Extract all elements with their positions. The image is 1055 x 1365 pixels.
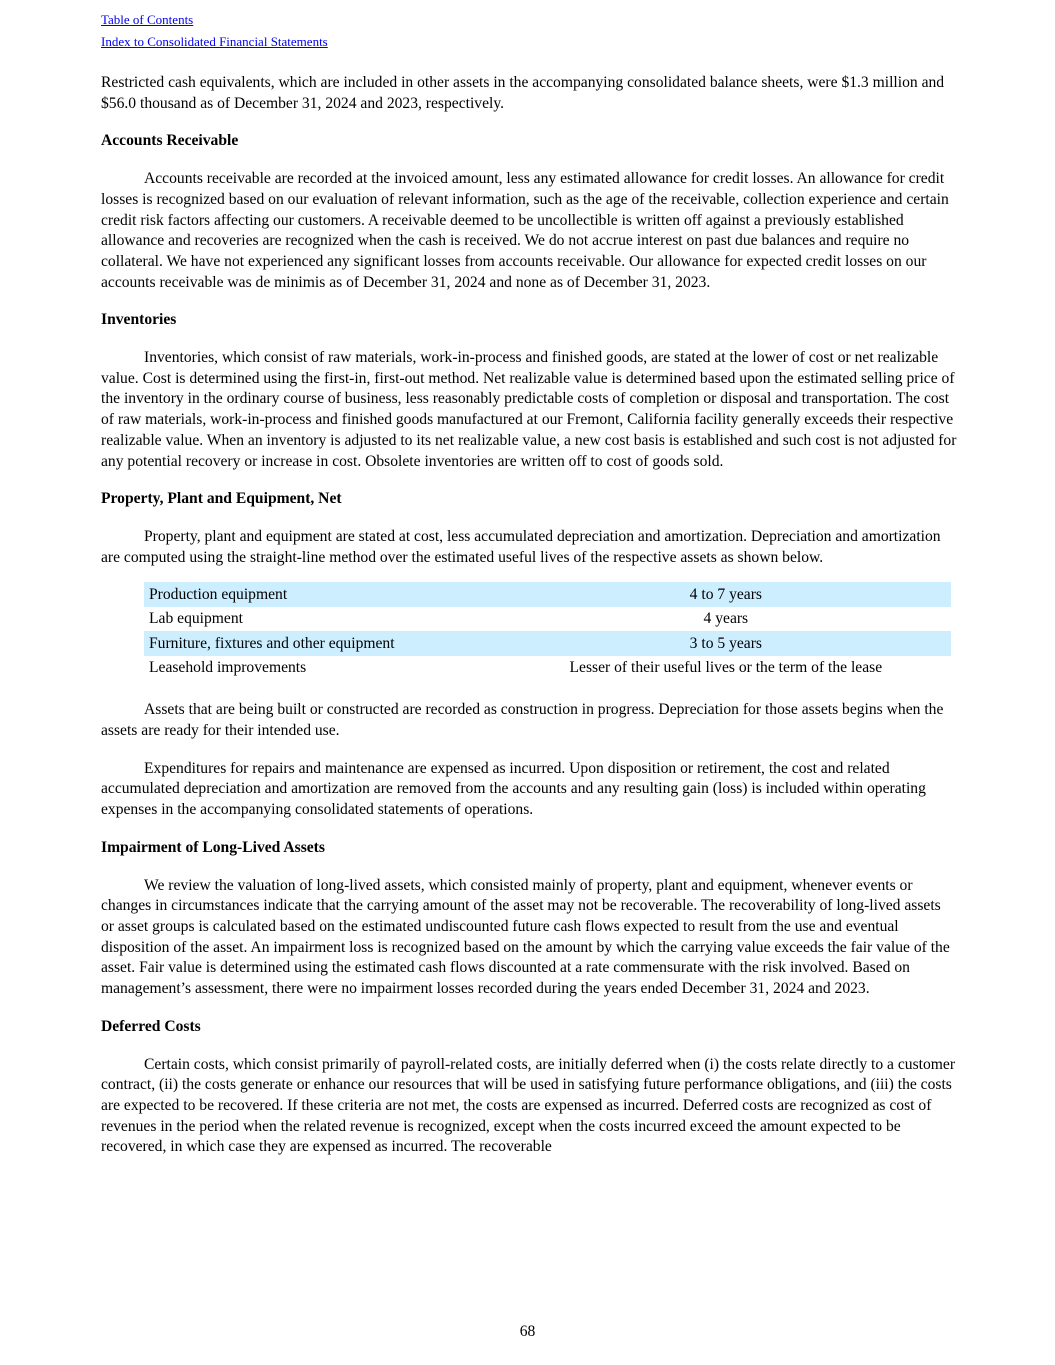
inventories-paragraph: Inventories, which consist of raw materials, work-in-process and finished goods, are stated at the lower of cost or net realizable value. Cost is determined using the first-in, first-out method. Net realizable value is determined based upon the estimated selling price of the inventory in the ordinary course of business, less reasonably predictable costs of completion or disposal and transportation. The cost of raw materials, work-in-process and finished goods manufactured at our Fremont, California facility generally exceeds their respective realizable value. When an inventory is adjusted to its net realizable value, a new cost basis is established and such cost is not adjusted for any potential recovery or increase in cost. Obsolete inventories are written off to cost of goods sold. xyxy=(101,349,957,470)
table-row xyxy=(144,582,951,607)
useful-life: 4 years xyxy=(703,610,749,628)
accounts-receivable-heading: Accounts Receivable xyxy=(101,132,239,150)
table-row xyxy=(144,656,951,681)
ppe-heading: Property, Plant and Equipment, Net xyxy=(101,490,342,508)
useful-life: 3 to 5 years xyxy=(501,631,951,656)
restricted-cash-paragraph: Restricted cash equivalents, which are included in other assets in the accompanying consolidated balance sheets, were $1.3 million and $56.0 thousand as of December 31, 2024 and 2023, respectively. xyxy=(101,74,945,112)
document-body xyxy=(101,73,957,1175)
table-row xyxy=(144,631,951,656)
useful-lives-table xyxy=(144,582,951,680)
impairment-paragraph: We review the valuation of long-lived assets, which consisted mainly of property, plant and equipment, whenever events or changes in circumstances indicate that the carrying amount of the asset may not be recoverable. The recoverability of long-lived assets or asset groups is calculated based on the estimated undiscounted future cash flows expected to result from the use and eventual disposition of the asset. An impairment loss is recognized based on the amount by which the carrying value exceeds the fair value of the asset. Fair value is determined using the estimated cash flows discounted at a rate commensurate with the risk involved. Based on management’s assessment, there were no impairment losses recorded during the years ended December 31, 2024 and 2023. xyxy=(101,876,950,998)
asset-category: Leasehold improvements xyxy=(149,659,307,677)
financial-statements-index-link[interactable]: Index to Consolidated Financial Statements xyxy=(101,34,328,49)
ppe-paragraph: Property, plant and equipment are stated at cost, less accumulated depreciation and amortization. Depreciation and amortization are computed using the straight-line method over the estimated useful lives of the respective assets as shown below. xyxy=(101,527,941,566)
asset-category: Lab equipment xyxy=(149,610,243,628)
table-row xyxy=(144,607,951,632)
accounts-receivable-paragraph: Accounts receivable are recorded at the invoiced amount, less any estimated allowance for credit losses. An allowance for credit losses is recognized based on our evaluation of relevant information, such as the age of the receivable, collection experience and certain credit risk factors affecting our customers. A receivable deemed to be uncollectible is written off against a previously established allowance and recoveries are recognized when the cash is received. We do not accrue interest on past due balances and require no collateral. We have not experienced any significant losses from accounts receivable. Our allowance for expected credit losses on our accounts receivable was de minimis as of December 31, 2024 and none as of December 31, 2023. xyxy=(101,170,949,291)
inventories-heading: Inventories xyxy=(101,311,177,329)
construction-paragraph: Assets that are being built or constructed are recorded as construction in progress. Depreciation for those assets begins when the assets are ready for their intended use. xyxy=(101,701,944,740)
asset-category: Furniture, fixtures and other equipment xyxy=(144,631,501,656)
useful-life: Lesser of their useful lives or the term of the lease xyxy=(569,659,883,677)
impairment-heading: Impairment of Long-Lived Assets xyxy=(101,838,325,856)
useful-life: 4 to 7 years xyxy=(501,582,951,607)
page-number: 68 xyxy=(519,1323,536,1340)
asset-category: Production equipment xyxy=(144,582,501,607)
top-navigation xyxy=(101,9,328,53)
deferred-costs-paragraph: Certain costs, which consist primarily of payroll-related costs, are initially deferred when (i) the costs relate directly to a customer contract, (ii) the costs generate or enhance our resources that will be used in satisfying future performance obligations, and (iii) the costs are expected to be recovered. If these criteria are not met, the costs are expensed as incurred. Deferred costs are recognized as cost of revenues in the period when the related revenue is recognized, except when the costs incurred exceed the amount expected to be recovered, in which case they are expensed as incurred. The recoverable xyxy=(101,1055,956,1156)
table-of-contents-link[interactable]: Table of Contents xyxy=(101,12,194,27)
deferred-costs-heading: Deferred Costs xyxy=(101,1017,201,1035)
repairs-paragraph: Expenditures for repairs and maintenance are expensed as incurred. Upon disposition or retirement, the cost and related accumulated depreciation and amortization are removed from the accounts and any resulting gain (loss) is included within operating expenses in the accompanying consolidated statements of operations. xyxy=(101,759,926,819)
